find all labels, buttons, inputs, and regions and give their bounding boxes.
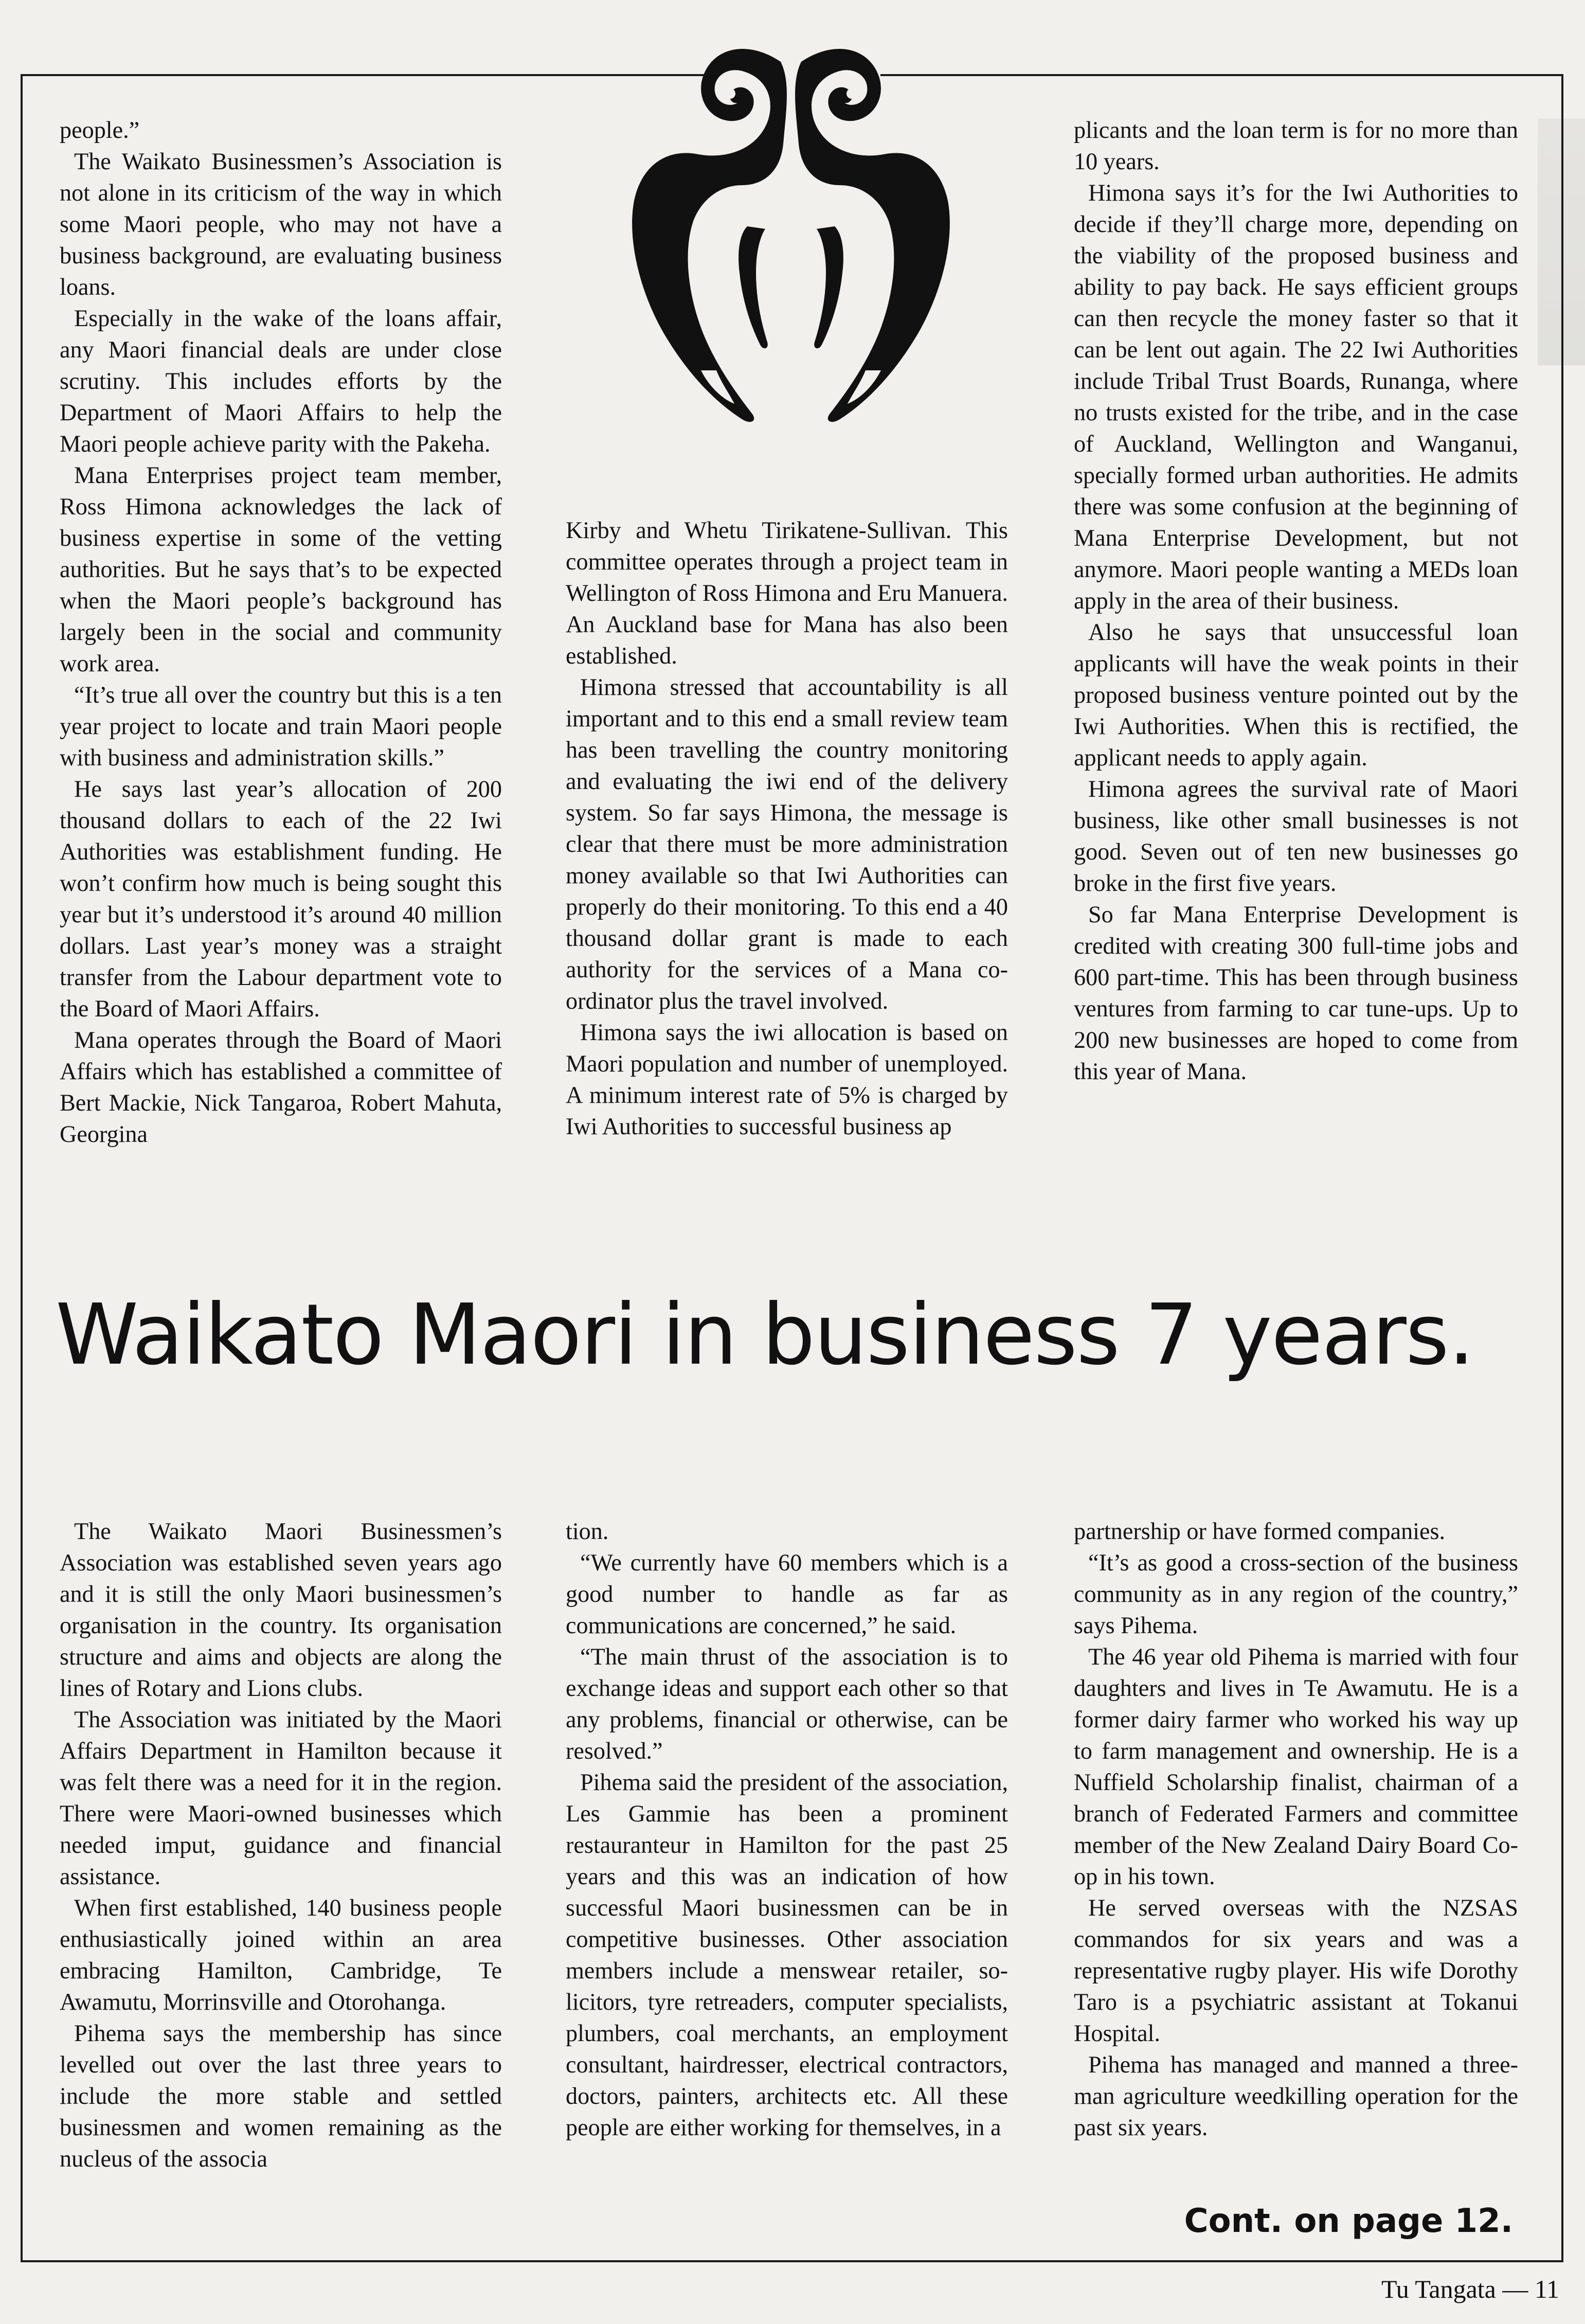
paragraph: plicants and the loan term is for no more than 10 years. bbox=[1074, 117, 1518, 174]
page-footer: Tu Tangata — 11 bbox=[1381, 2275, 1559, 2303]
article-headline: Waikato Maori in business 7 years. bbox=[56, 1286, 1474, 1384]
paragraph: He served overseas with the NZSAS commandos for six years and was a representative rugby player. His wife Dorothy Taro is a psychiatric assistant at Tokanui Hospital. bbox=[1074, 1894, 1518, 2046]
top-rule-right bbox=[880, 74, 1563, 76]
paragraph: Himona says the iwi allocation is based on Maori population and number of unemployed. A minimum interest rate of 5% is charged by Iwi Authorities to successful business ap bbox=[566, 1019, 1008, 1139]
paragraph: Pihema says the membership has since levelled out over the last three years to include the more stable and settled businessmen and women remaining as the nucleus of the associa bbox=[60, 2020, 502, 2172]
paragraph: tion. bbox=[566, 1518, 609, 1544]
continued-on-page-link: Cont. on page 12. bbox=[1184, 2202, 1513, 2240]
paragraph: Pihema has managed and manned a three-man agriculture weedkilling operation for the past six years. bbox=[1074, 2051, 1518, 2140]
paragraph: The Waikato Maori Businessmen’s Association was established seven years ago and it is still the only Maori businessmen’s organisation in the country. Its organisation structure and aims and objects are along the lines of Rotary and Lions clubs. bbox=[60, 1518, 502, 1701]
paragraph: partnership or have formed companies. bbox=[1074, 1518, 1446, 1544]
paragraph: Himona agrees the survival rate of Maori business, like other small businesses is not good. Seven out of ten new businesses go broke in the first five years. bbox=[1074, 776, 1518, 896]
paragraph: Himona stressed that accountability is all important and to this end a small review team has been travelling the country monitoring and evaluating the iwi end of the delivery system. So far says Himona, the message is clear that there must be more administration money available so that Iwi Authorities can properly do their monitoring. To this end a 40 thousand dollar grant is made to each authority for the services of a Mana co-ordinator plus the travel involved. bbox=[566, 674, 1008, 1014]
paragraph: “It’s true all over the country but this is a ten year project to locate and train Maori people with business and administration skills.” bbox=[60, 682, 502, 771]
paragraph: So far Mana Enterprise Development is credited with creating 300 full-time jobs and 600 part-time. This has been through business ventures from farming to car tune-ups. Up to 200 new businesses are hoped to come from this year of Mana. bbox=[1074, 901, 1518, 1084]
right-rule bbox=[1561, 74, 1563, 2262]
article-column-3 bbox=[1074, 114, 1518, 1087]
paragraph: The 46 year old Pihema is married with four daughters and lives in Te Awamutu. He is a former dairy farmer who worked his way up to farm management and ownership. He is a Nuffield Scholarship finalist, chairman of a branch of Federated Farmers and committee member of the New Zealand Dairy Board Co-op in his town. bbox=[1074, 1643, 1518, 1889]
paragraph: Especially in the wake of the loans affair, any Maori financial deals are under close scrutiny. This includes efforts by the Department of Maori Affairs to help the Maori people achieve parity with the Pakeha. bbox=[60, 305, 502, 457]
article-column-2 bbox=[566, 514, 1008, 1142]
paragraph: “We currently have 60 members which is a good number to handle as far as communications are concerned,” he said. bbox=[566, 1549, 1008, 1638]
article-column-4 bbox=[60, 1515, 502, 2174]
paragraph: The Association was initiated by the Maori Affairs Department in Hamilton because it was felt there was a need for it in the region. There were Maori-owned businesses which needed imput, guidance and financial assistance. bbox=[60, 1706, 502, 1889]
maori-koru-design-icon bbox=[611, 31, 971, 448]
paragraph: Kirby and Whetu Tirikatene-Sullivan. This committee operates through a project team in Wellington of Ross Himona and Eru Manuera. An Auckland base for Mana has also been established. bbox=[566, 517, 1008, 669]
left-rule bbox=[21, 74, 23, 2262]
paragraph: people.” bbox=[60, 117, 140, 143]
paragraph: Pihema said the president of the association, Les Gammie has been a prominent restauranteur in Hamilton for the past 25 years and this was an indication of how successful Maori businessmen can be in competitive businesses. Other association members include a menswear retailer, solicitors, tyre retreaders, computer specialists, plumbers, coal merchants, an employment consultant, hairdresser, electrical contractors, doctors, painters, architects etc. All these people are either working for themselves, in a bbox=[566, 1769, 1008, 2140]
top-rule-left bbox=[21, 74, 705, 76]
article-column-1 bbox=[60, 114, 502, 1150]
paragraph: He says last year’s allocation of 200 thousand dollars to each of the 22 Iwi Authorities was establishment funding. He won’t confirm how much is being sought this year but it’s understood it’s around 40 million dollars. Last year’s money was a straight transfer from the Labour department vote to the Board of Maori Affairs. bbox=[60, 776, 502, 1022]
paragraph: Also he says that unsuccessful loan applicants will have the weak points in their proposed business venture pointed out by the Iwi Authorities. When this is rectified, the applicant needs to apply again. bbox=[1074, 619, 1518, 771]
paragraph: Himona says it’s for the Iwi Authorities to decide if they’ll charge more, depending on the viability of the proposed business and ability to pay back. He says efficient groups can then recycle the money faster so that it can be lent out again. The 22 Iwi Authorities include Tribal Trust Boards, Runanga, where no trusts existed for the tribe, and in the case of Auckland, Wellington and Wanganui, specially formed urban authorities. He admits there was some confusion at the beginning of Mana Enterprise Development, but not anymore. Maori people wanting a MEDs loan apply in the area of their business. bbox=[1074, 180, 1518, 614]
paragraph: “It’s as good a cross-section of the business community as in any region of the country,” says Pihema. bbox=[1074, 1549, 1518, 1638]
paragraph: Mana operates through the Board of Maori Affairs which has established a committee of Bert Mackie, Nick Tangaroa, Robert Mahuta, Georgina bbox=[60, 1027, 502, 1147]
article-column-6 bbox=[1074, 1515, 1518, 2143]
article-column-5 bbox=[566, 1515, 1008, 2143]
bottom-rule bbox=[21, 2260, 1563, 2262]
paragraph: When first established, 140 business people enthusiastically joined within an area embracing Hamilton, Cambridge, Te Awamutu, Morrinsville and Otorohanga. bbox=[60, 1894, 502, 2015]
paragraph: The Waikato Businessmen’s Association is not alone in its criticism of the way in which some Maori people, who may not have a business background, are evaluating business loans. bbox=[60, 148, 502, 300]
paragraph: Mana Enterprises project team member, Ross Himona acknowledges the lack of business expertise in some of the vetting authorities. But he says that’s to be expected when the Maori people’s background has largely been in the social and community work area. bbox=[60, 462, 502, 676]
paragraph: “The main thrust of the association is to exchange ideas and support each other so that any problems, financial or otherwise, can be resolved.” bbox=[566, 1643, 1008, 1764]
